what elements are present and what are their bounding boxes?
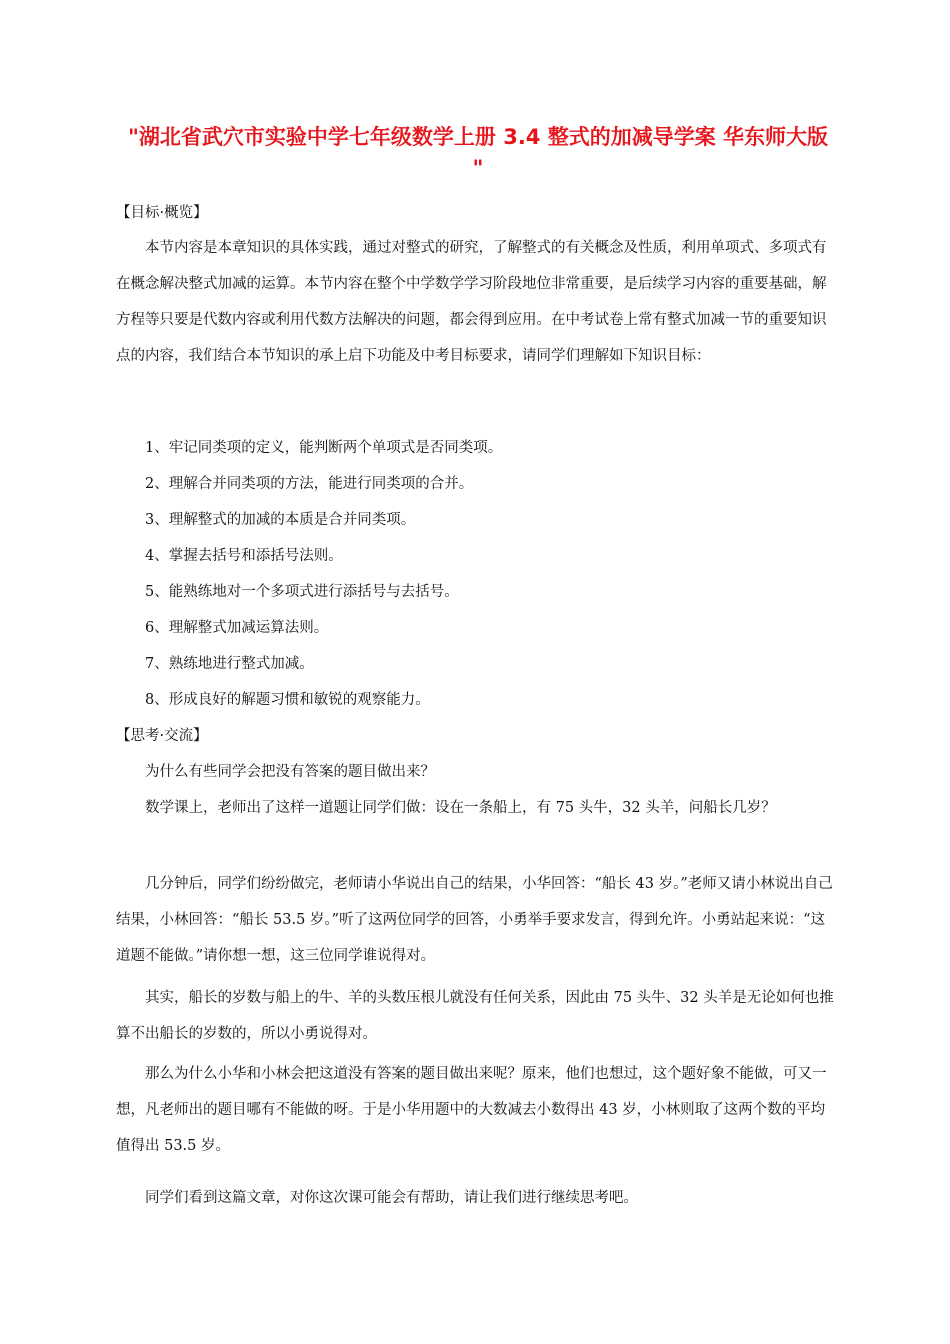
story-paragraph: 几分钟后，同学们纷纷做完，老师请小华说出自己的结果，小华回答：“船长 43 岁。”老师又请小林说出自己结果，小林回答：“船长 53.5 岁。”听了这两位同学的回答，小勇举手要求发言，得到允许。小勇站起来说：“这道题不能做。”请你想一想，这三位同学谁说得对。 [116,876,833,964]
story-paragraph: 数学课上，老师出了这样一道题让同学们做：设在一条船上，有 75 头牛，32 头羊，问船长几岁？ [145,800,776,816]
goal-item: 1、牢记同类项的定义，能判断两个单项式是否同类项。 [145,440,503,456]
goal-item: 4、掌握去括号和添括号法则。 [145,548,343,564]
document-title: "湖北省武穴市实验中学七年级数学上册 3.4 整式的加减导学案 华东师大版 " [127,125,829,180]
story-paragraph: 同学们看到这篇文章，对你这次课可能会有帮助，请让我们进行继续思考吧。 [145,1190,638,1206]
goal-item: 8、形成良好的解题习惯和敏锐的观察能力。 [145,692,430,708]
goal-item: 2、理解合并同类项的方法，能进行同类项的合并。 [145,476,474,492]
discussion-question: 为什么有些同学会把没有答案的题目做出来？ [145,764,435,780]
section-heading-discussion: 【思考·交流】 [116,728,208,744]
goal-item: 6、理解整式加减运算法则。 [145,620,329,636]
goal-item: 7、熟练地进行整式加减。 [145,656,314,672]
story-paragraph: 那么为什么小华和小林会把这道没有答案的题目做出来呢？原来，他们也想过，这个题好象不能做，可又一想，凡老师出的题目哪有不能做的呀。于是小华用题中的大数减去小数得出 43 岁，小林则取了这两个数的平均值得出 53.5 岁。 [116,1066,827,1154]
goal-item: 5、能熟练地对一个多项式进行添括号与去括号。 [145,584,459,600]
goal-item: 3、理解整式的加减的本质是合并同类项。 [145,512,416,528]
goals-intro-paragraph: 本节内容是本章知识的具体实践，通过对整式的研究，了解整式的有关概念及性质，利用单项式、多项式有在概念解决整式加减的运算。本节内容在整个中学数学学习阶段地位非常重要，是后续学习内容的重要基础，解方程等只要是代数内容或利用代数方法解决的问题，都会得到应用。在中考试卷上常有整式加减一节的重要知识点的内容，我们结合本节知识的承上启下功能及中考目标要求，请同学们理解如下知识目标： [116,240,827,364]
story-paragraph: 其实，船长的岁数与船上的牛、羊的头数压根儿就没有任何关系，因此由 75 头牛、32 头羊是无论如何也推算不出船长的岁数的，所以小勇说得对。 [116,990,834,1042]
section-heading-goals: 【目标·概览】 [116,205,208,221]
